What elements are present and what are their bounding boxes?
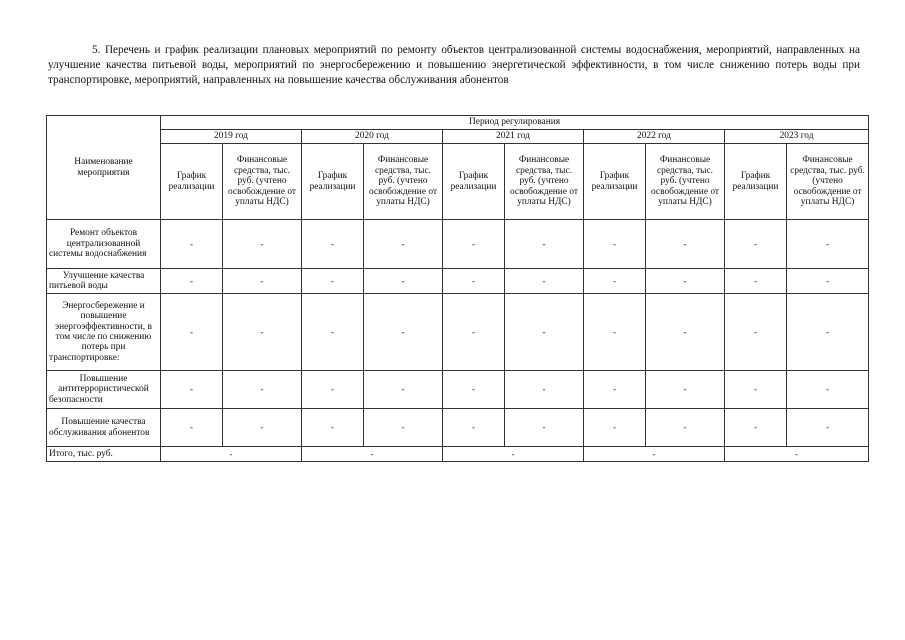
cell-finance: - <box>646 294 725 371</box>
total-cell: - <box>584 447 725 462</box>
finance-header: Финансовые средства, тыс. руб. (учтено освобождение от уплаты НДС) <box>364 144 443 220</box>
period-header: Период регулирования <box>161 116 869 130</box>
total-row <box>47 447 869 462</box>
cell-schedule: - <box>725 220 787 269</box>
cell-finance: - <box>505 371 584 409</box>
cell-finance: - <box>223 220 302 269</box>
cell-finance: - <box>787 294 869 371</box>
cell-schedule: - <box>725 269 787 294</box>
header-row-years <box>47 130 869 144</box>
total-cell: - <box>443 447 584 462</box>
total-label: Итого, тыс. руб. <box>47 447 161 462</box>
cell-schedule: - <box>161 220 223 269</box>
cell-finance: - <box>787 409 869 447</box>
total-cell: - <box>161 447 302 462</box>
schedule-header: График реализации <box>161 144 223 220</box>
cell-finance: - <box>223 371 302 409</box>
table-row <box>47 409 869 447</box>
schedule-header: График реализации <box>302 144 364 220</box>
cell-finance: - <box>787 371 869 409</box>
cell-schedule: - <box>161 371 223 409</box>
cell-schedule: - <box>443 409 505 447</box>
row-name: Повышение качества обслуживания абонентов <box>47 409 161 447</box>
year-header: 2022 год <box>584 130 725 144</box>
table-row <box>47 269 869 294</box>
table-row <box>47 294 869 371</box>
cell-finance: - <box>364 409 443 447</box>
cell-schedule: - <box>302 269 364 294</box>
cell-schedule: - <box>443 371 505 409</box>
cell-finance: - <box>646 220 725 269</box>
cell-schedule: - <box>161 294 223 371</box>
cell-finance: - <box>364 371 443 409</box>
schedule-header: График реализации <box>443 144 505 220</box>
cell-schedule: - <box>725 294 787 371</box>
name-header: Наименование мероприятия <box>47 116 161 220</box>
finance-header: Финансовые средства, тыс. руб. (учтено освобождение от уплаты НДС) <box>787 144 869 220</box>
cell-finance: - <box>787 269 869 294</box>
row-name: Повышение антитеррористической безопасности <box>47 371 161 409</box>
cell-schedule: - <box>443 294 505 371</box>
cell-schedule: - <box>302 409 364 447</box>
year-header: 2019 год <box>161 130 302 144</box>
cell-finance: - <box>505 294 584 371</box>
table-row <box>47 220 869 269</box>
cell-finance: - <box>364 269 443 294</box>
finance-header: Финансовые средства, тыс. руб. (учтено освобождение от уплаты НДС) <box>223 144 302 220</box>
finance-header: Финансовые средства, тыс. руб. (учтено освобождение от уплаты НДС) <box>505 144 584 220</box>
cell-finance: - <box>223 294 302 371</box>
cell-finance: - <box>223 269 302 294</box>
cell-schedule: - <box>443 220 505 269</box>
schedule-header: График реализации <box>725 144 787 220</box>
cell-finance: - <box>505 269 584 294</box>
header-row-period <box>47 116 869 130</box>
schedule-header: График реализации <box>584 144 646 220</box>
cell-finance: - <box>364 294 443 371</box>
year-header: 2023 год <box>725 130 869 144</box>
cell-schedule: - <box>584 371 646 409</box>
plan-table <box>46 115 869 462</box>
row-name: Ремонт объектов централизованной системы водоснабжения <box>47 220 161 269</box>
cell-schedule: - <box>725 371 787 409</box>
finance-header: Финансовые средства, тыс. руб. (учтено освобождение от уплаты НДС) <box>646 144 725 220</box>
header-row-sub <box>47 144 869 220</box>
cell-schedule: - <box>302 220 364 269</box>
row-name: Улучшение качества питьевой воды <box>47 269 161 294</box>
cell-finance: - <box>646 269 725 294</box>
cell-finance: - <box>364 220 443 269</box>
table-row <box>47 371 869 409</box>
cell-schedule: - <box>725 409 787 447</box>
cell-schedule: - <box>302 294 364 371</box>
cell-schedule: - <box>302 371 364 409</box>
cell-finance: - <box>646 371 725 409</box>
cell-finance: - <box>223 409 302 447</box>
cell-finance: - <box>505 409 584 447</box>
cell-finance: - <box>505 220 584 269</box>
cell-schedule: - <box>443 269 505 294</box>
cell-schedule: - <box>161 269 223 294</box>
cell-schedule: - <box>584 269 646 294</box>
year-header: 2021 год <box>443 130 584 144</box>
row-name: Энергосбережение и повышение энергоэффективности, в том числе по снижению потерь при транспортировке: <box>47 294 161 371</box>
year-header: 2020 год <box>302 130 443 144</box>
section-heading: 5. Перечень и график реализации плановых мероприятий по ремонту объектов централизованной системы водоснабжения, мероприятий, направленных на улучшение качества питьевой воды, мероприятий по энергосбережению и повышению энергетической эффективности, в том числе снижению потерь воды при транспортировке, мероприятий, направленных на повышение качества обслуживания абонентов <box>48 44 860 86</box>
cell-schedule: - <box>584 409 646 447</box>
total-cell: - <box>725 447 869 462</box>
total-cell: - <box>302 447 443 462</box>
cell-schedule: - <box>584 294 646 371</box>
cell-schedule: - <box>584 220 646 269</box>
cell-finance: - <box>646 409 725 447</box>
cell-finance: - <box>787 220 869 269</box>
cell-schedule: - <box>161 409 223 447</box>
